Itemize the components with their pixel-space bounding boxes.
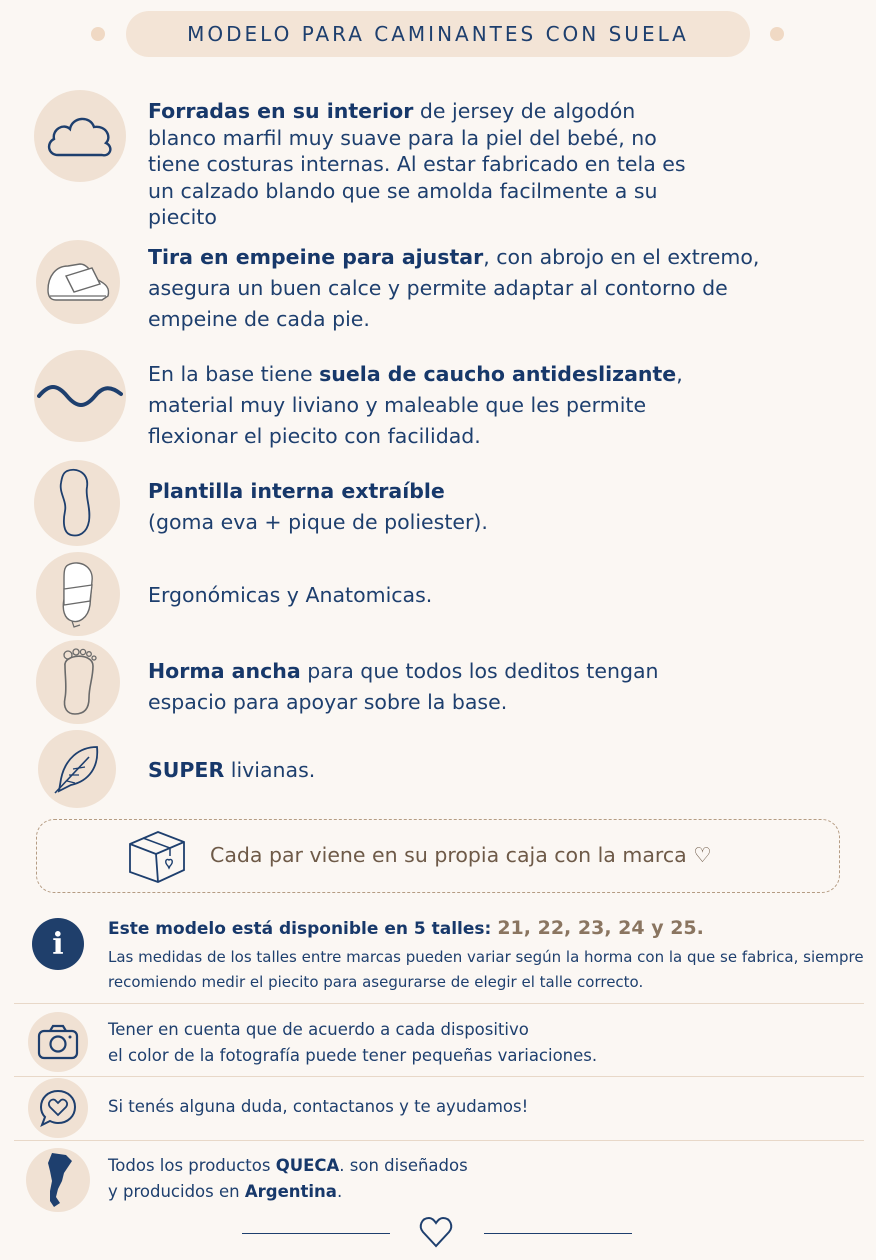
feature-insole-rest: (goma eva + pique de poliester). [148, 510, 488, 534]
feature-lining-rest: de jersey de algodón blanco marfil muy suave para la piel del bebé, no tiene costuras internas. Al estar fabricado en tela es un calzado blando que se amolda facilmente a su piecito [148, 99, 686, 229]
sizes-description: Las medidas de los talles entre marcas pueden variar según la horma con la que se fabrica, siempre recomiendo medir el piecito para asegurarse de elegir el talle correcto. [108, 948, 864, 991]
photo-note-line2: el color de la fotografía puede tener pequeñas variaciones. [108, 1046, 598, 1065]
camera-icon [28, 1012, 88, 1072]
origin-line1-before: Todos los productos [108, 1156, 276, 1175]
feature-sole-rest: , material muy liviano y maleable que les permite flexionar el piecito con facilidad. [148, 362, 683, 448]
header-banner [126, 11, 750, 57]
origin-line1-after: . son diseñados [339, 1156, 468, 1175]
feature-wide-last-bold: Horma ancha [148, 659, 301, 683]
feature-wide-last-text [148, 656, 708, 718]
feature-strap-rest: , con abrojo en el extremo, asegura un buen calce y permite adaptar al contorno de empeine de cada pie. [148, 245, 760, 331]
country-name: Argentina [244, 1182, 337, 1201]
chat-heart-icon [28, 1078, 88, 1138]
page-title: MODELO PARA CAMINANTES CON SUELA [187, 22, 689, 46]
sizes-list: 21, 22, 23, 24 y 25. [497, 917, 704, 939]
feature-ergonomic-text [148, 580, 708, 611]
argentina-map-icon [26, 1148, 90, 1212]
strap-shoe-icon [36, 240, 120, 324]
heart-icon [418, 1214, 454, 1250]
cloud-icon [34, 90, 126, 182]
header-dot-left [91, 27, 105, 41]
footer-line-right [484, 1233, 632, 1234]
feature-insole-text [148, 476, 708, 538]
divider [14, 1003, 864, 1004]
sizes-title [108, 917, 704, 939]
brand-name: QUECA [275, 1156, 340, 1175]
footer-line-left [242, 1233, 390, 1234]
sizes-title-label: Este modelo está disponible en 5 talles: [108, 919, 492, 939]
feather-icon [38, 730, 116, 808]
feature-lining-text [148, 98, 708, 231]
gift-box-icon [126, 826, 188, 888]
divider [14, 1076, 864, 1077]
feature-sole-text [148, 359, 728, 452]
feature-strap-text [148, 242, 768, 335]
origin-note-text [108, 1153, 468, 1205]
header-dot-right [770, 27, 784, 41]
origin-line2-after: . [336, 1182, 343, 1201]
origin-line2-before: y producidos en [108, 1182, 245, 1201]
info-icon: i [32, 918, 84, 970]
feature-strap-bold: Tira en empeine para ajustar [148, 245, 484, 269]
photo-note-text [108, 1017, 597, 1069]
contact-note-text: Si tenés alguna duda, contactanos y te ayudamos! [108, 1097, 529, 1116]
feature-wide-last-rest: para que todos los deditos tengan espacio para apoyar sobre la base. [148, 659, 659, 714]
feature-sole-before: En la base tiene [148, 362, 320, 386]
divider [14, 1140, 864, 1141]
photo-note-line1: Tener en cuenta que de acuerdo a cada dispositivo [108, 1020, 529, 1039]
insole-icon [34, 460, 120, 546]
feature-light-text [148, 755, 708, 786]
wave-icon [34, 350, 126, 442]
feature-light-rest: livianas. [224, 758, 316, 782]
feature-lining-bold: Forradas en su interior [148, 99, 414, 123]
feature-sole-bold: suela de caucho antideslizante [319, 362, 677, 386]
shoe-top-icon [36, 552, 120, 636]
foot-icon [36, 640, 120, 724]
box-note-text: Cada par viene en su propia caja con la marca ♡ [210, 843, 712, 867]
feature-insole-bold: Plantilla interna extraíble [148, 479, 445, 503]
feature-light-bold: SUPER [148, 758, 225, 782]
feature-ergonomic-rest: Ergonómicas y Anatomicas. [148, 583, 433, 607]
